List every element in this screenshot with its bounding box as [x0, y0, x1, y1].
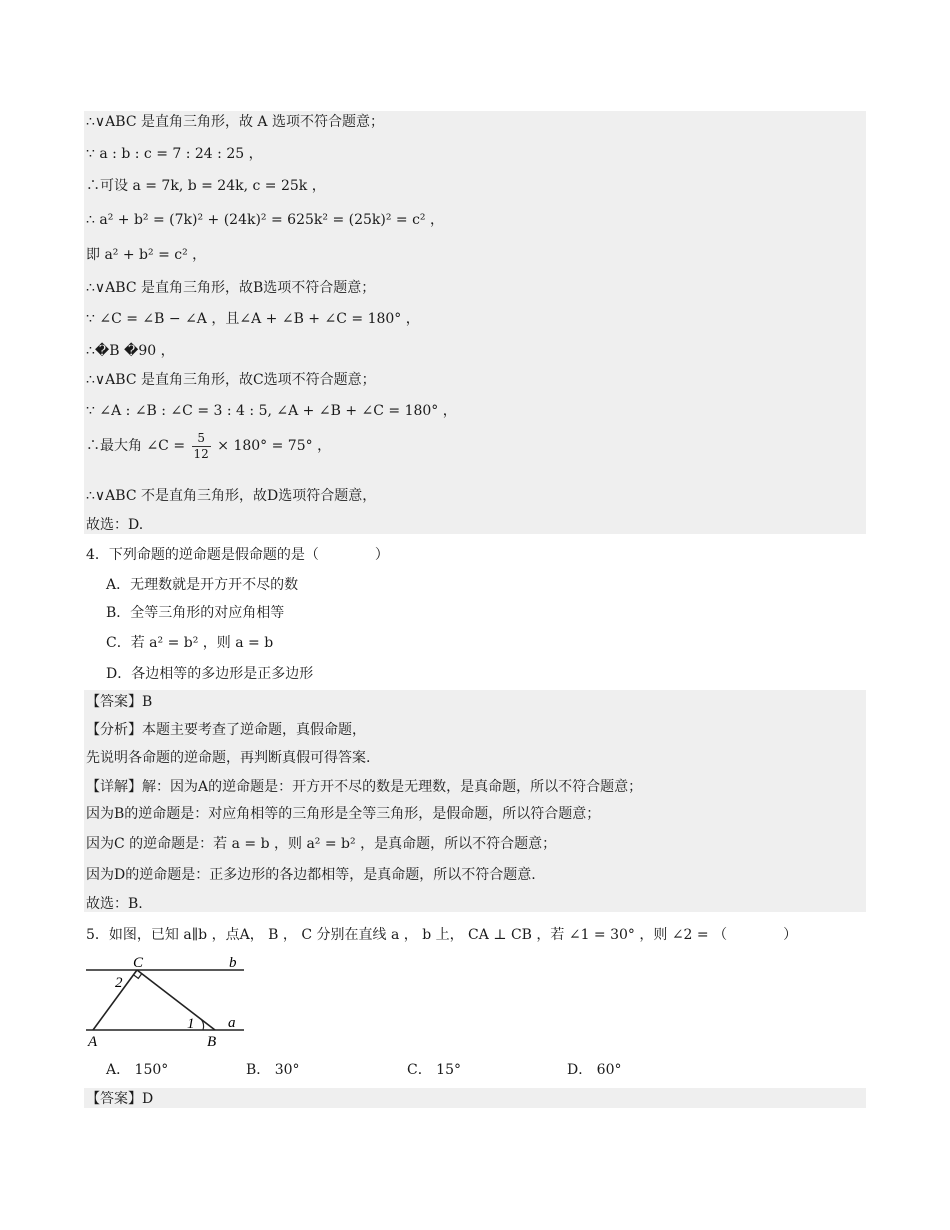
label-C: C: [133, 955, 144, 971]
fraction-denominator: 12: [193, 446, 209, 461]
solution-line: ∴∨ABC 不是直角三角形，故D选项符合题意，: [86, 488, 377, 504]
label-b: b: [229, 955, 237, 971]
fraction-suffix: × 180° = 75° ，: [217, 438, 332, 454]
question-4-answer: 【答案】B: [86, 694, 153, 710]
solution-line: ∴∨ABC 是直角三角形，故C选项不符合题意；: [86, 372, 376, 388]
solution-line: ∵ a : b : c = 7 : 24 : 25 ，: [86, 146, 263, 162]
label-1: 1: [187, 1016, 195, 1032]
question-4-option-b: B．全等三角形的对应角相等: [106, 605, 285, 621]
question-5-option-b: B． 30°: [246, 1062, 300, 1078]
question-5-answer: 【答案】D: [86, 1091, 154, 1107]
question-5-option-d: D． 60°: [567, 1062, 622, 1078]
solution-line-fraction: [86, 430, 331, 462]
answer-block-q5: [84, 1088, 866, 1108]
question-5-figure: [80, 950, 250, 1050]
label-B: B: [207, 1034, 217, 1050]
solution-line: ∴�B �90 ，: [86, 343, 175, 359]
solution-line: ∴可设 a = 7k, b = 24k, c = 25k ，: [86, 178, 326, 194]
solution-line: ∴∨ABC 是直角三角形，故B选项不符合题意；: [86, 280, 376, 296]
fraction: [192, 431, 211, 462]
solution-line: ∵ ∠C = ∠B − ∠A ，且∠A + ∠B + ∠C = 180° ，: [86, 311, 420, 327]
fraction-numerator: 5: [192, 431, 211, 447]
solution-line: 故选：D.: [86, 517, 144, 533]
question-4-detail: 因为B的逆命题是：对应角相等的三角形是全等三角形，是假命题，所以符合题意；: [86, 806, 601, 822]
fraction-prefix: ∴最大角 ∠C =: [86, 438, 186, 454]
solution-line: ∴∨ABC 是直角三角形，故 A 选项不符合题意；: [86, 114, 384, 130]
question-4-option-d: D．各边相等的多边形是正多边形: [106, 666, 314, 682]
label-2: 2: [115, 975, 123, 991]
question-4-detail: 因为C 的逆命题是：若 a = b ，则 a² = b² ，是真命题，所以不符合题意；: [86, 836, 557, 852]
question-4-option-c: C．若 a² = b² ，则 a = b: [106, 635, 274, 651]
solution-line: 即 a² + b² = c² ，: [86, 247, 207, 263]
solution-line: ∴ a² + b² = (7k)² + (24k)² = 625k² = (25k)² = c² ，: [86, 212, 444, 228]
solution-line: ∵ ∠A : ∠B : ∠C = 3 : 4 : 5, ∠A + ∠B + ∠C = 180° ，: [86, 403, 457, 419]
segment-CB: [137, 970, 215, 1030]
question-4-detail: 因为D的逆命题是：正多边形的各边都相等，是真命题，所以不符合题意.: [86, 867, 536, 883]
question-4-analysis: 【分析】本题主要考查了逆命题，真假命题，: [86, 722, 366, 738]
question-4-detail: 【详解】解：因为A的逆命题是：开方开不尽的数是无理数，是真命题，所以不符合题意；: [86, 779, 643, 795]
question-4-option-a: A．无理数就是开方开不尽的数: [106, 577, 299, 593]
question-4-analysis: 先说明各命题的逆命题，再判断真假可得答案.: [86, 750, 371, 766]
label-A: A: [88, 1034, 98, 1050]
question-5-option-a: A． 150°: [106, 1062, 169, 1078]
question-5-option-c: C． 15°: [407, 1062, 461, 1078]
label-a: a: [228, 1015, 236, 1031]
question-4-stem: 4．下列命题的逆命题是假命题的是（ ）: [86, 547, 389, 563]
question-4-choose: 故选：B.: [86, 896, 143, 912]
question-5-stem: 5．如图，已知 a∥b ，点A， B ， C 分别在直线 a ， b 上， CA ⊥ CB ，若 ∠1 = 30° ，则 ∠2 = （ ）: [86, 927, 798, 943]
